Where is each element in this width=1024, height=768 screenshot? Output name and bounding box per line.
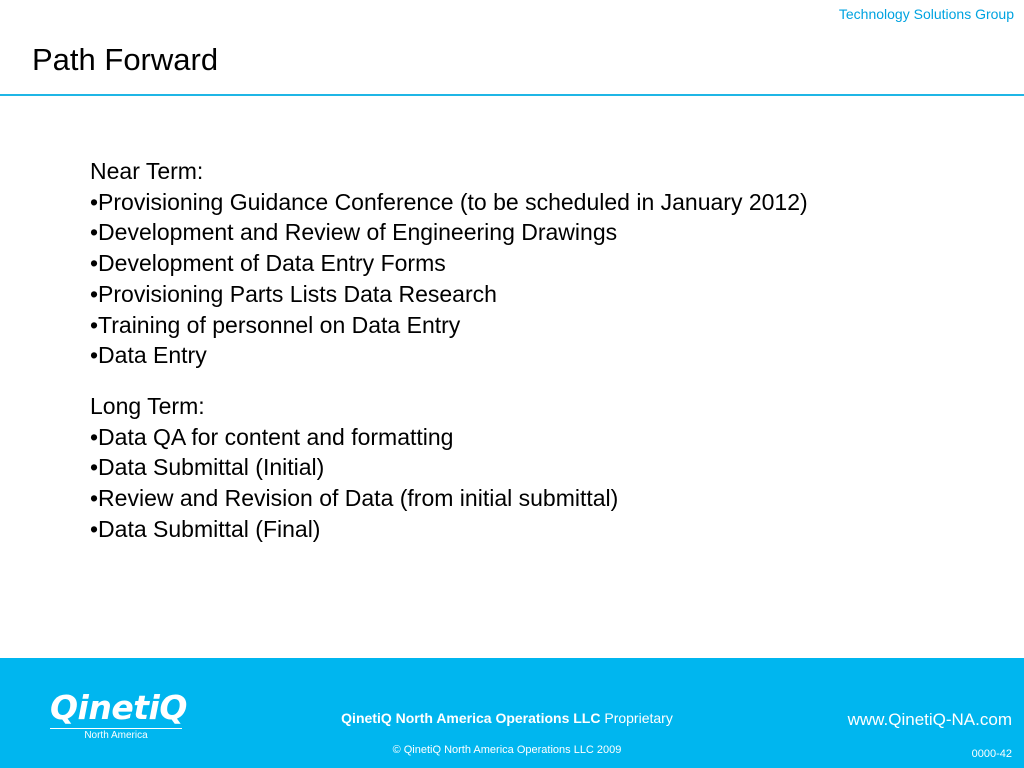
logo-subtitle: North America (50, 728, 182, 741)
list-item: •Data Submittal (Initial) (90, 454, 325, 481)
list-item: •Data QA for content and formatting (90, 423, 454, 450)
proprietary-label: Proprietary (604, 710, 673, 726)
logo-wordmark: QinetiQ (50, 688, 187, 727)
slide-number: 0000-42 (971, 748, 1012, 760)
long-term-heading: Long Term: (90, 392, 205, 419)
website-link[interactable]: www.QinetiQ-NA.com (847, 710, 1012, 729)
list-item: •Data Entry (90, 342, 207, 369)
group-label: Technology Solutions Group (838, 6, 1014, 22)
list-item: •Development and Review of Engineering Drawings (90, 219, 618, 246)
near-term-heading: Near Term: (90, 158, 204, 184)
company-name: QinetiQ North America Operations LLC (341, 710, 601, 726)
list-item: •Provisioning Parts Lists Data Research (90, 280, 497, 307)
slide-body (90, 156, 970, 544)
copyright-notice: © QinetiQ North America Operations LLC 2009 (392, 744, 622, 756)
page-title: Path Forward (32, 42, 219, 77)
list-item: •Data Submittal (Final) (90, 515, 321, 542)
list-item: •Development of Data Entry Forms (90, 250, 446, 277)
section-gap (90, 371, 970, 391)
title-divider (0, 94, 1024, 96)
footer-bar (0, 658, 1024, 768)
list-item: •Provisioning Guidance Conference (to be scheduled in January 2012) (90, 188, 808, 215)
list-item: •Review and Revision of Data (from initial submittal) (90, 485, 619, 512)
list-item: •Training of personnel on Data Entry (90, 311, 461, 338)
